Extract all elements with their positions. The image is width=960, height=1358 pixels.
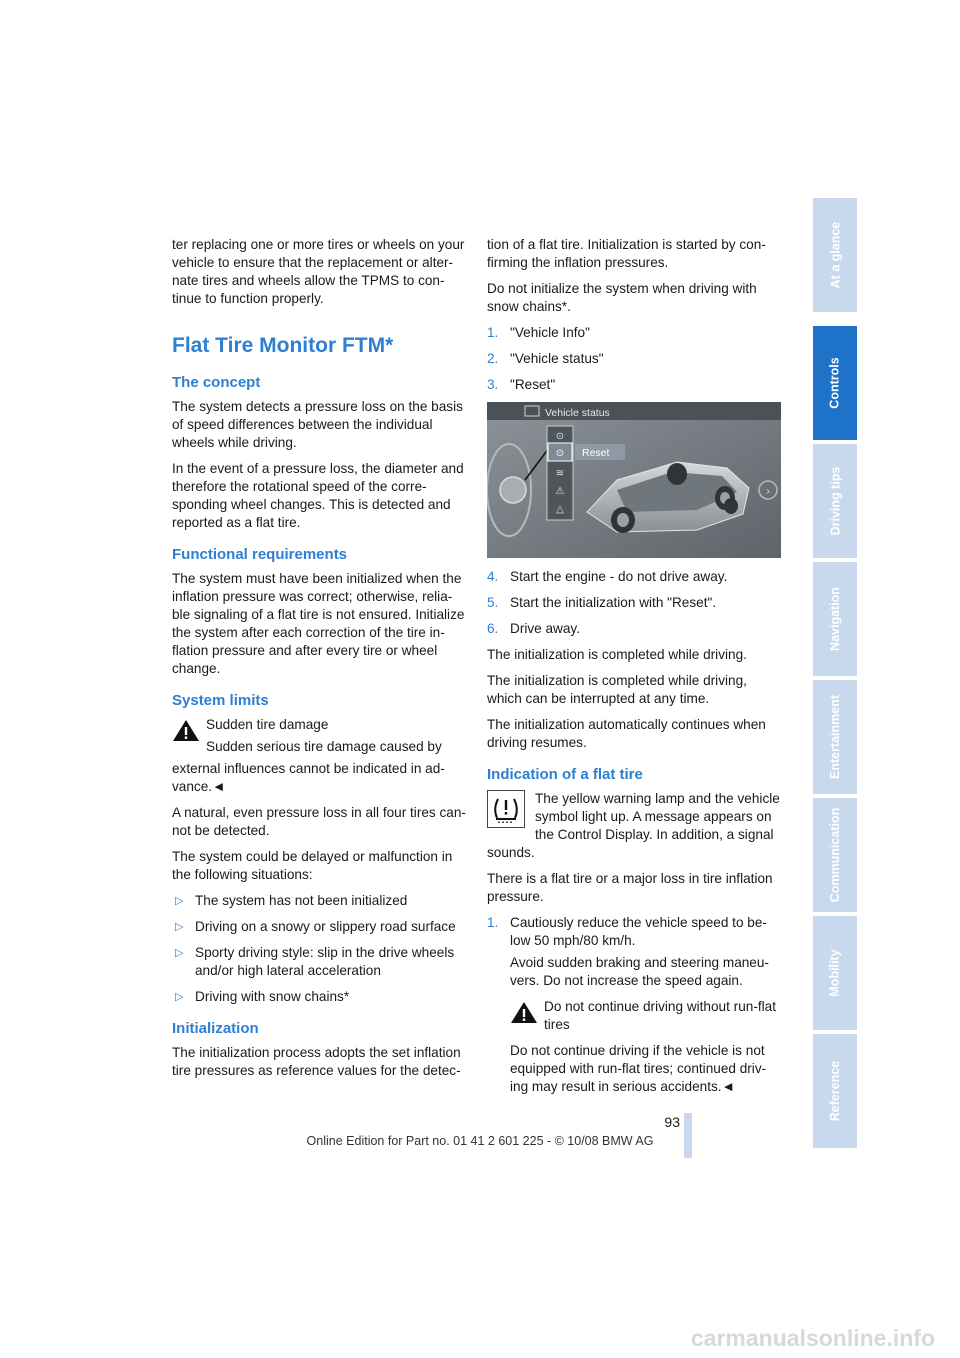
warning-note-2: [487, 998, 783, 1096]
warning-line: Sudden serious tire damage caused by: [206, 739, 442, 754]
list-item: [172, 988, 466, 1006]
step-number: 6.: [487, 621, 499, 636]
list-item: [487, 350, 783, 368]
continuation-paragraph: tion of a flat tire. Initialization is started by con-firming the inflation pressures.: [487, 237, 766, 270]
initialization-paragraph: The initialization process adopts the set inflation tire pressures as reference values for the detec-: [172, 1045, 461, 1078]
warning-note: [172, 716, 466, 756]
step-number: 5.: [487, 595, 499, 610]
initialization-heading: Initialization: [172, 1020, 259, 1037]
control-display-image: [487, 402, 781, 558]
tab-label: Navigation: [828, 587, 842, 651]
watermark: carmanualsonline.info: [690, 1325, 935, 1351]
limits-paragraph-2: The system could be delayed or malfunction in the following situations:: [172, 849, 453, 882]
warning-2-title: Do not continue driving without run-flat tires: [544, 999, 776, 1032]
bullet-marker: ▷: [175, 991, 184, 1003]
warning-continuation: external influences cannot be indicated in ad-vance.◄: [172, 761, 445, 794]
snow-chains-paragraph: Do not initialize the system when driving with snow chains*.: [487, 281, 757, 314]
tab-label: Reference: [828, 1060, 843, 1122]
tab-label: Driving tips: [828, 466, 843, 536]
step-text: Cautiously reduce the vehicle speed to be-low 50 mph/80 km/h.: [510, 915, 767, 948]
list-item: [487, 324, 783, 342]
bullet-text: Driving with snow chains*: [195, 989, 350, 1004]
list-item: [172, 918, 466, 936]
step-number: 3.: [487, 377, 499, 392]
step-number: 1.: [487, 915, 499, 930]
flat-tire-paragraph-2: There is a flat tire or a major loss in tire inflation pressure.: [487, 871, 773, 904]
step-text: "Reset": [510, 377, 556, 392]
concept-heading: The concept: [172, 374, 261, 391]
step-number: 4.: [487, 569, 499, 584]
step-text: "Vehicle status": [510, 351, 604, 366]
concept-paragraph-1: The system detects a pressure loss on the basis of speed differences between the individual wheels while driving.: [172, 399, 463, 450]
system-limits-heading: System limits: [172, 692, 269, 709]
init-completed-paragraph: The initialization is completed while driving.: [487, 647, 747, 662]
tab-label: Entertainment: [828, 694, 843, 780]
footer-text: Online Edition for Part no. 01 41 2 601 225 - © 10/08 BMW AG: [306, 1134, 654, 1148]
tab-label: Mobility: [828, 949, 842, 997]
list-item: [172, 944, 466, 980]
tab-entertainment[interactable]: [813, 680, 857, 794]
init-continues-paragraph: The initialization automatically continues when driving resumes.: [487, 717, 766, 750]
tab-controls[interactable]: [813, 326, 857, 440]
right-column: [487, 236, 783, 1104]
flat-tire-heading: Indication of a flat tire: [487, 766, 643, 783]
bullet-marker: ▷: [175, 921, 184, 933]
bullet-text: Sporty driving style: slip in the drive wheels and/or high lateral acceleration: [195, 945, 455, 978]
list-item: [487, 568, 783, 586]
warning-block: [510, 998, 783, 1034]
intro-paragraph: ter replacing one or more tires or wheels on your vehicle to ensure that the replacement or alter-nate tires and wheels allow the TPMS to con-tinue to function properly.: [172, 237, 465, 306]
list-item: [172, 892, 466, 910]
step-subtext: Avoid sudden braking and steering maneu-vers. Do not increase the speed again.: [510, 955, 769, 988]
tire-pressure-warning-icon: [487, 790, 525, 828]
list-item: [487, 620, 783, 638]
svg-text:⊙: ⊙: [555, 448, 565, 459]
list-item: [487, 914, 783, 950]
bullet-text: The system has not been initialized: [195, 893, 408, 908]
limits-paragraph-1: A natural, even pressure loss in all four tires can-not be detected.: [172, 805, 466, 838]
step-text: Drive away.: [510, 621, 580, 636]
vehicle-status-screenshot: [487, 402, 781, 558]
tab-mobility[interactable]: [813, 916, 857, 1030]
tab-navigation[interactable]: [813, 562, 857, 676]
step-text: "Vehicle Info": [510, 325, 590, 340]
tab-communication[interactable]: [813, 798, 857, 912]
tab-reference[interactable]: [813, 1034, 857, 1148]
flat-tire-paragraph: The yellow warning lamp and the vehicle symbol light up. A message appears on the Control Display. In addition, a signal sounds.: [487, 791, 780, 860]
warning-triangle-icon: [510, 1000, 538, 1024]
tab-label: Communication: [828, 807, 843, 903]
list-item: [487, 594, 783, 612]
warning-triangle-icon: [172, 718, 200, 742]
screen-reset-label: Reset: [582, 447, 610, 459]
step-number: 2.: [487, 351, 499, 366]
step-number: 1.: [487, 325, 499, 340]
tab-label: Controls: [828, 357, 843, 409]
concept-paragraph-2: In the event of a pressure loss, the diameter and therefore the rotational speed of the corre-sponding wheel changes. This is detected and reported as a flat tire.: [172, 461, 464, 530]
bullet-text: Driving on a snowy or slippery road surface: [195, 919, 456, 934]
list-item: [487, 376, 783, 394]
bullet-marker: ▷: [175, 947, 184, 959]
svg-text:⊙: ⊙: [555, 431, 565, 442]
step-text: Start the initialization with "Reset".: [510, 595, 717, 610]
bullet-marker: ▷: [175, 895, 184, 907]
left-column: [172, 236, 466, 1088]
warning-2-continuation: Do not continue driving if the vehicle is not equipped with run-flat tires; continued driv-ing may result in serious accidents.◄: [510, 1043, 767, 1094]
svg-text:›: ›: [766, 486, 770, 497]
step-text: Start the engine - do not drive away.: [510, 569, 728, 584]
init-interrupt-paragraph: The initialization is completed while driving, which can be interrupted at any time.: [487, 673, 747, 706]
page-number: 93: [664, 1114, 680, 1130]
tab-at-a-glance[interactable]: [813, 198, 857, 312]
screen-title: Vehicle status: [545, 407, 610, 419]
flat-tire-indication: [487, 790, 783, 870]
svg-text:⚠: ⚠: [555, 486, 565, 497]
tab-driving-tips[interactable]: [813, 444, 857, 558]
section-title: Flat Tire Monitor FTM*: [172, 334, 394, 357]
svg-text:≋: ≋: [555, 468, 565, 479]
tab-label: At a glance: [828, 221, 842, 289]
warning-title: Sudden tire damage: [206, 717, 329, 732]
functional-requirements-paragraph: The system must have been initialized when the inflation pressure was correct; otherwise, relia-ble signaling of a flat tire is not ensured. Initialize the system after each correction of the tire in-flation pressure and after every tire or wheel change.: [172, 571, 465, 676]
svg-text:△: △: [556, 504, 564, 515]
functional-requirements-heading: Functional requirements: [172, 546, 348, 563]
